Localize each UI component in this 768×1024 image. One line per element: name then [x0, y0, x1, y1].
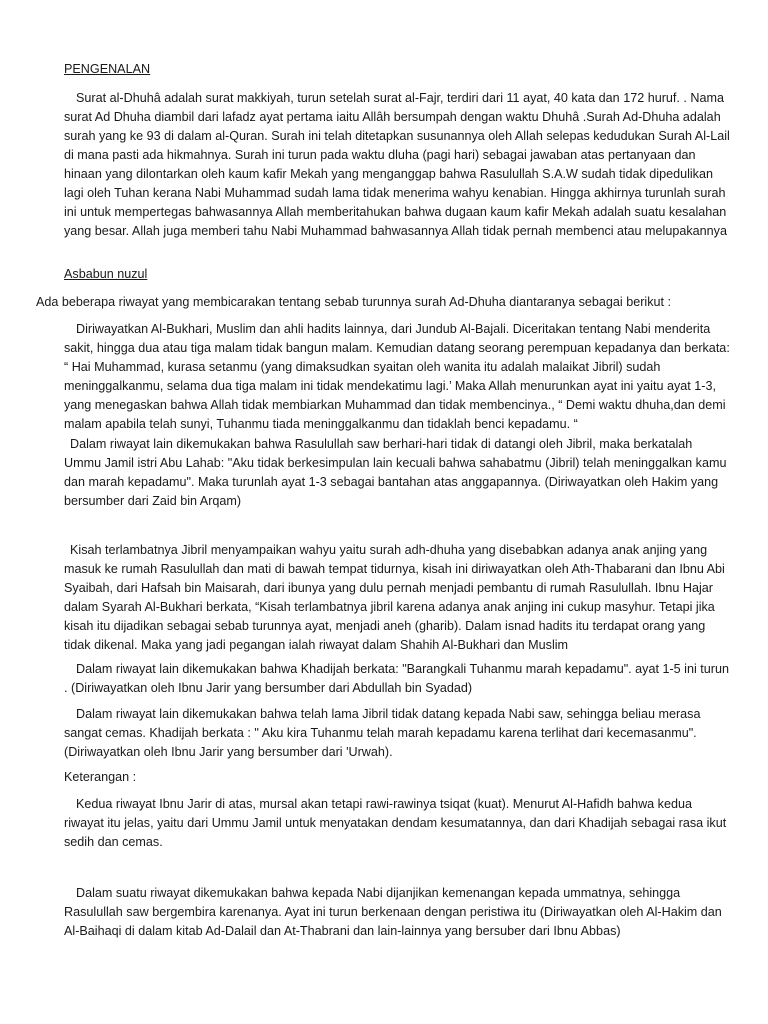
- riwayat-paragraph-2: Dalam riwayat lain dikemukakan bahwa Rasulullah saw berhari-hari tidak di datangi oleh Jibril, maka berkatalah Ummu Jamil istri Abu Lahab: "Aku tidak berkesimpulan lain kecuali bahwa sahabatmu (Jibril) telah meninggalkan kamu dan marah kepadamu". Maka turunlah ayat 1-3 sebagai bantahan atas anggapannya. (Diriwayatkan oleh Hakim yang bersumber dari Zaid bin Arqam): [64, 437, 727, 508]
- pengenalan-paragraph: Surat al-Dhuhâ adalah surat makkiyah, turun setelah surat al-Fajr, terdiri dari 11 ayat, 40 kata dan 172 huruf. . Nama surat Ad Dhuha diambil dari lafadz ayat pertama iaitu Allâh bersumpah dengan waktu Dhuhâ .Surah Ad-Dhuha adalah surah yang ke 93 di dalam al-Quran. Surah ini telah ditetapkan susunannya oleh Allah selepas kedudukan Surah Al-Lail di mana pasti ada hikmahnya. Surah ini turun pada waktu dluha (pagi hari) sebagai jawaban atas pertanyaan dan hinaan yang dilontarkan oleh kaum kafir Mekah yang menganggap bahwa Rasulullah S.A.W sudah tidak dipedulikan lagi oleh Tuhan kerana Nabi Muhammad sudah lama tidak menerima wahyu kenabian. Hingga akhirnya turunlah surah ini untuk mempertegas bahwasannya Allah memberitahukan bahwa dugaan kaum kafir Mekah adalah suatu kesalahan yang besar. Allah juga memberi tahu Nabi Muhammad bahwasannya Allah tidak pernah membenci atau melupakannya: [64, 91, 730, 238]
- keterangan-paragraph: Kedua riwayat Ibnu Jarir di atas, mursal akan tetapi rawi-rawinya tsiqat (kuat). Menurut Al-Hafidh bahwa kedua riwayat itu jelas, yaitu dari Ummu Jamil untuk menyatakan dendam kesumatannya, dan dari Khadijah sebagai rasa ikut sedih dan cemas.: [64, 797, 727, 849]
- asbabun-nuzul-heading: Asbabun nuzul: [64, 267, 148, 281]
- riwayat-paragraph-6: Dalam suatu riwayat dikemukakan bahwa kepada Nabi dijanjikan kemenangan kepada ummatnya, sehingga Rasulullah saw bergembira karenanya. Ayat ini turun berkenaan dengan peristiwa itu (Diriwayatkan oleh Al-Hakim dan Al-Baihaqi di dalam kitab Ad-Dalail dan At-Thabrani dan lain-lainnya yang bersuber dari Ibnu Abbas): [64, 886, 722, 938]
- riwayat-paragraph-5: Dalam riwayat lain dikemukakan bahwa telah lama Jibril tidak datang kepada Nabi saw, sehingga beliau merasa sangat cemas. Khadijah berkata : " Aku kira Tuhanmu telah marah kepadamu karena terlihat dari kecemasanmu". (Diriwayatkan oleh Ibnu Jarir yang bersumber dari 'Urwah).: [64, 707, 701, 759]
- pengenalan-heading: PENGENALAN: [64, 62, 151, 76]
- keterangan-heading: Keterangan :: [64, 770, 137, 784]
- riwayat-paragraph-1: Diriwayatkan Al-Bukhari, Muslim dan ahli hadits lainnya, dari Jundub Al-Bajali. Diceritakan tentang Nabi menderita sakit, hingga dua atau tiga malam tidak bangun malam. Kemudian datang seorang perempuan kepadanya dan berkata: “ Hai Muhammad, kurasa setanmu (yang dimaksudkan syaitan oleh wanita itu adalah malaikat Jibril) sudah meninggalkanmu, selama dua tiga malam ini tidak mendekatimu lagi.’ Maka Allah menurunkan ayat ini yaitu ayat 1-3, yang menegaskan bahwa Allah tidak membiarkan Muhammad dan tidak membencinya., “ Demi waktu dhuha,dan demi malam apabila telah sunyi, Tuhanmu tiada meninggalkanmu dan tidaklah benci kepadamu. “: [64, 322, 730, 431]
- riwayat-paragraph-3: Kisah terlambatnya Jibril menyampaikan wahyu yaitu surah adh-dhuha yang disebabkan adanya anak anjing yang masuk ke rumah Rasulullah dan mati di bawah tempat tidurnya, kisah ini diriwayatkan oleh Ath-Thabarani dan Ibnu Abi Syaibah, dari Hafsah bin Maisarah, dari ibunya yang dulu pernah menjadi pembantu di rumah Rasulullah. Ibnu Hajar dalam Syarah Al-Bukhari berkata, “Kisah terlambatnya jibril karena adanya anak anjing ini cukup masyhur. Tetapi jika kisah itu dijadikan sebagai sebab turunnya ayat, menjadi aneh (gharib). Dalam isnad hadits itu terdapat orang yang tidak dikenal. Maka yang jadi pegangan ialah riwayat dalam Shahih Al-Bukhari dan Muslim: [64, 543, 725, 652]
- asbabun-intro-paragraph: Ada beberapa riwayat yang membicarakan tentang sebab turunnya surah Ad-Dhuha diantaranya sebagai berikut :: [36, 295, 671, 309]
- riwayat-paragraph-4: Dalam riwayat lain dikemukakan bahwa Khadijah berkata: "Barangkali Tuhanmu marah kepadamu". ayat 1-5 ini turun . (Diriwayatkan oleh Ibnu Jarir yang bersumber dari Abdullah bin Syadad): [64, 662, 729, 695]
